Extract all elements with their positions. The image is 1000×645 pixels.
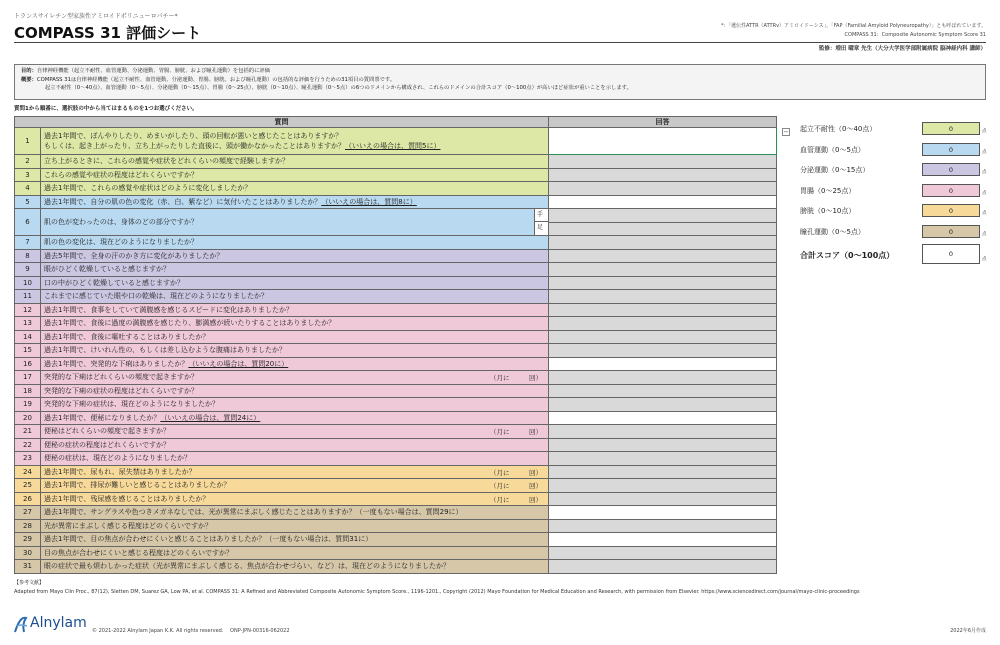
answer-cell[interactable] <box>549 519 777 533</box>
answer-cell[interactable] <box>549 276 777 290</box>
question-text <box>41 344 549 358</box>
page-title: COMPASS 31 評価シート <box>14 24 202 42</box>
table-row <box>15 398 777 412</box>
total-score-value: 0 <box>922 244 980 264</box>
question-text <box>41 560 549 574</box>
table-row <box>15 249 777 263</box>
domain-score-row <box>800 143 986 157</box>
domain-label: 血管運動（0～5点） <box>800 145 865 154</box>
frequency-unit: （月に 回） <box>490 374 542 382</box>
intro-box <box>14 64 986 100</box>
question-table <box>14 116 777 574</box>
question-text <box>41 155 549 169</box>
question-label: 光が異常にまぶしく感じる程度はどのくらいですか？ <box>44 521 212 530</box>
question-label: 過去1年間で、これらの感覚や症状はどのように変化しましたか？ <box>44 184 252 193</box>
question-label: 立ち上がるときに、これらの感覚や症状をどれくらいの頻度で経験しますか？ <box>44 157 289 166</box>
question-text <box>41 168 549 182</box>
domain-label: 分泌運動（0～15点） <box>800 166 870 174</box>
table-row <box>15 519 777 533</box>
question-number: 12 <box>15 303 41 317</box>
supervisor-text: 監修：増田 曜章 先生（大分大学医学部附属病院 脳神経内科 講師） <box>818 46 986 52</box>
question-number: 29 <box>15 533 41 547</box>
domain-score-row <box>800 184 986 198</box>
question-number: 17 <box>15 371 41 385</box>
question-table-body <box>15 128 777 574</box>
question-number: 31 <box>15 560 41 574</box>
question-number: 16 <box>15 357 41 371</box>
question-text <box>41 452 549 466</box>
scale-name: COMPASS 31：Composite Autonomic Symptom Score 31 <box>844 32 986 38</box>
question-text <box>41 425 549 439</box>
question-label: 口の中がひどく乾燥していると感じますか？ <box>44 278 184 287</box>
question-number: 19 <box>15 398 41 412</box>
domain-score-value: 0 <box>922 122 980 135</box>
body-part-labels <box>534 209 548 235</box>
table-row <box>15 357 777 371</box>
question-label: 過去5年間で、全身の汗のかき方に変化がありましたか？ <box>44 251 224 260</box>
question-label: 眼がひどく乾燥していると感じますか？ <box>44 265 170 274</box>
domain-score-unit: 点 <box>982 190 987 196</box>
question-number: 10 <box>15 276 41 290</box>
table-row <box>15 195 777 209</box>
table-row <box>15 479 777 493</box>
domain-score-row <box>800 122 986 136</box>
answer-cell[interactable] <box>549 452 777 466</box>
question-text <box>41 546 549 560</box>
answer-cell[interactable] <box>549 303 777 317</box>
question-number: 25 <box>15 479 41 493</box>
question-label: 突発的な下痢はどれくらいの頻度で起きますか？ <box>44 373 198 382</box>
answer-cell[interactable] <box>549 168 777 182</box>
question-number: 9 <box>15 263 41 277</box>
answer-cell[interactable] <box>549 263 777 277</box>
question-label: これまでに感じていた眼や口の乾燥は、現在どのようになりましたか？ <box>44 292 268 301</box>
copyright-text: © 2021-2022 Alnylam Japan K.K. All rights reserved. ONP-JPN-00316-062022 <box>92 628 290 634</box>
answer-cell-hand[interactable] <box>549 209 777 223</box>
table-row <box>15 560 777 574</box>
answer-cell[interactable] <box>549 492 777 506</box>
domain-score-row <box>800 163 986 177</box>
table-row <box>15 465 777 479</box>
question-label: 過去1年間で、食後に過度の満腹感を感じたり、膨満感が続いたりすることはありましたか？ <box>44 319 336 328</box>
question-label: 便秘の症状は、現在どのようになりましたか？ <box>44 454 191 463</box>
instruction-text: 質問1から順番に、選択肢の中から当てはまるものを1つお選びください。 <box>14 106 198 112</box>
table-row <box>15 209 777 223</box>
question-number: 30 <box>15 546 41 560</box>
answer-cell-foot[interactable] <box>549 222 777 236</box>
table-row <box>15 344 777 358</box>
domain-label: 膀胱（0～10点） <box>800 207 856 215</box>
table-row <box>15 330 777 344</box>
reference-text: Adapted from Mayo Clin Proc., 87(12), Sletten DM, Suarez GA, Low PA, et al. COMPASS 31: A Refined and Abbreviated Composite Autonomic Symptom Score., 1196-1201., Copyright (2012) Mayo Foundation for Medical Education and Research, with permission from Elsevier. https://www.sciencedirect.com/journal/mayo-clinic-proceedings <box>14 589 860 595</box>
question-number: 6 <box>15 209 41 236</box>
question-text <box>41 303 549 317</box>
question-label: 過去1年間で、サングラスや色つきメガネなしでは、光が異常にまぶしく感じたことはありますか？（一度もない場合は、質問29に） <box>44 508 463 517</box>
question-number: 14 <box>15 330 41 344</box>
answer-cell[interactable] <box>549 560 777 574</box>
question-number: 8 <box>15 249 41 263</box>
frequency-unit: （月に 回） <box>490 495 542 504</box>
reference-heading: 【参考文献】 <box>14 580 45 586</box>
answer-column-header: 回答 <box>549 117 777 128</box>
creation-date: 2022年6月作成 <box>950 628 986 634</box>
answer-cell[interactable] <box>549 398 777 412</box>
table-row <box>15 384 777 398</box>
table-row <box>15 155 777 169</box>
purpose-line <box>21 67 979 76</box>
question-label: 過去1年間で、尿もれ、尿失禁はありましたか？ <box>44 467 196 476</box>
answer-cell[interactable] <box>549 155 777 169</box>
domain-score-unit: 点 <box>982 149 987 155</box>
answer-cell[interactable] <box>549 357 777 371</box>
answer-cell[interactable] <box>549 249 777 263</box>
question-text <box>41 465 549 479</box>
domain-score-value: 0 <box>922 143 980 156</box>
question-number: 18 <box>15 384 41 398</box>
total-score-unit: 点 <box>982 257 987 262</box>
question-text <box>41 330 549 344</box>
question-label: 肌の色が変わったのは、身体のどの部分ですか？ <box>44 218 198 226</box>
question-text <box>41 182 549 196</box>
skip-instruction: （いいえの場合は、質問8に） <box>321 197 417 206</box>
answer-cell[interactable] <box>549 236 777 250</box>
question-text <box>41 519 549 533</box>
domain-label: 胃腸（0～25点） <box>800 186 856 195</box>
subtitle: トランスサイレチン型家族性アミロイドポリニューロパチー* <box>14 13 178 20</box>
purpose-label: 目的： <box>21 68 37 74</box>
question-number: 26 <box>15 492 41 506</box>
question-number: 22 <box>15 438 41 452</box>
question-text <box>41 317 549 331</box>
question-label: 肌の色の変化は、現在どのようになりましたか？ <box>44 238 198 247</box>
question-label: 過去1年間で、目の焦点が合わせにくいと感じることはありましたか？（一度もない場合は、質問31に） <box>44 535 373 544</box>
question-number: 15 <box>15 344 41 358</box>
answer-cell[interactable] <box>549 546 777 560</box>
question-text <box>41 398 549 412</box>
table-row <box>15 492 777 506</box>
question-number: 21 <box>15 425 41 439</box>
question-number: 5 <box>15 195 41 209</box>
question-number: 11 <box>15 290 41 304</box>
question-label: 目の焦点が合わせにくいと感じる程度はどのくらいですか？ <box>44 548 233 557</box>
answer-cell[interactable] <box>549 128 777 155</box>
question-label: 過去1年間で、食事をしていて満腹感を感じるスピードに変化はありましたか？ <box>44 305 294 314</box>
question-label: 突発的な下痢の症状の程度はどれくらいですか？ <box>44 386 198 395</box>
answer-cell[interactable] <box>549 411 777 425</box>
answer-cell[interactable] <box>549 317 777 331</box>
table-row <box>15 303 777 317</box>
question-label: 過去1年間で、残尿感を感じることはありましたか？ <box>44 494 210 503</box>
answer-cell[interactable] <box>549 465 777 479</box>
question-text <box>41 438 549 452</box>
table-row <box>15 371 777 385</box>
table-row <box>15 317 777 331</box>
table-header-row <box>15 117 777 128</box>
table-row <box>15 276 777 290</box>
frequency-unit: （月に 回） <box>490 468 542 477</box>
question-text <box>41 276 549 290</box>
question-number: 4 <box>15 182 41 196</box>
title-divider <box>14 42 986 43</box>
foot-label: 足 <box>537 224 544 231</box>
domain-label: 起立不耐性（0～40点） <box>800 125 877 133</box>
question-text <box>41 263 549 277</box>
table-row <box>15 128 777 155</box>
question-number: 24 <box>15 465 41 479</box>
question-text <box>41 479 549 493</box>
hand-label: 手 <box>535 209 548 222</box>
domain-score-unit: 点 <box>982 211 987 216</box>
question-number: 20 <box>15 411 41 425</box>
question-label: 便秘の症状の程度はどれくらいですか？ <box>44 440 170 449</box>
answer-cell[interactable] <box>549 384 777 398</box>
overview-label: 概要： <box>21 76 37 83</box>
overview-text-1: COMPASS 31は自律神経機能（起立不耐性、血管運動、分泌運動、胃腸、膀胱、および瞳孔運動）の包括的な評価を行うための31項目の質問票です。 <box>36 76 396 83</box>
answer-cell[interactable] <box>549 506 777 520</box>
frequency-unit: （月に 回） <box>490 428 542 436</box>
question-text <box>41 533 549 547</box>
question-number: 2 <box>15 155 41 169</box>
question-text <box>41 209 549 236</box>
question-label: これらの感覚や症状の程度はどれくらいですか？ <box>44 170 198 179</box>
logo-text: Alnylam <box>30 615 87 631</box>
table-row <box>15 452 777 466</box>
header-note <box>721 22 986 40</box>
frequency-unit: （月に 回） <box>490 482 542 490</box>
question-text <box>41 290 549 304</box>
question-text <box>41 371 549 385</box>
table-row <box>15 263 777 277</box>
table-row <box>15 290 777 304</box>
domain-score-value: 0 <box>922 184 980 197</box>
question-label: 過去1年間で、ぼんやりしたり、めまいがしたり、頭の回転が悪いと感じたことはありますか？ <box>44 132 343 140</box>
overview-line-2 <box>21 84 979 93</box>
domain-score-row <box>800 225 986 239</box>
table-row <box>15 168 777 182</box>
answer-cell[interactable] <box>549 195 777 209</box>
question-text <box>41 195 549 209</box>
question-label-2: もしくは、起き上がったり、立ち上がったりした直後に、頭が働かなかったことはありますか？（いいえの場合は、質問5に） <box>44 142 441 150</box>
table-row <box>15 236 777 250</box>
skip-instruction: （いいえの場合は、質問24に） <box>160 413 261 422</box>
overview-line <box>21 76 979 85</box>
question-label: 眼の症状で最も煩わしかった症状（光が異常にまぶしく感じる、焦点が合わせづらい、など）は、現在どのようになりましたか？ <box>44 562 450 571</box>
domain-score-value: 0 <box>922 225 980 238</box>
domain-score-value: 0 <box>922 204 980 217</box>
answer-cell[interactable] <box>549 371 777 385</box>
question-text <box>41 249 549 263</box>
total-score-label: 合計スコア（0～100点） <box>800 251 895 260</box>
question-text <box>41 236 549 250</box>
domain-score-unit: 点 <box>982 129 987 134</box>
answer-cell[interactable] <box>549 425 777 439</box>
question-text <box>41 411 549 425</box>
overview-text-2: 起立不耐性（0～40点）、血管運動（0～5点）、分泌運動（0～15点）、胃腸（0～25点）、膀胱（0～10点）、瞳孔運動（0～5点）の6つのドメインから構成され、これらのドメインの合計スコア（0～100点）が高いほど症状が重いことを示します。 <box>45 85 632 91</box>
table-row <box>15 533 777 547</box>
answer-cell[interactable] <box>549 290 777 304</box>
table-row <box>15 425 777 439</box>
collapse-icon[interactable]: − <box>783 128 789 136</box>
answer-cell[interactable] <box>549 479 777 493</box>
question-number: 23 <box>15 452 41 466</box>
question-label: 過去1年間で、排尿が難しいと感じることはありましたか？ <box>44 481 231 490</box>
question-label: 突発的な下痢の症状は、現在どのようになりましたか？ <box>44 400 219 409</box>
question-label: 過去1年間で、突発的な下痢はありましたか？（いいえの場合は、質問20に） <box>44 359 289 368</box>
question-column-header: 質問 <box>15 117 549 128</box>
question-text <box>41 384 549 398</box>
answer-cell[interactable] <box>549 533 777 547</box>
domain-score-unit: 点 <box>982 170 987 175</box>
question-label: 便秘はどれくらいの頻度で起きますか？ <box>44 427 170 436</box>
table-row <box>15 438 777 452</box>
skip-instruction: （いいえの場合は、質問20に） <box>188 359 289 368</box>
question-number: 1 <box>15 128 41 155</box>
table-row <box>15 182 777 196</box>
question-label: 過去1年間で、便秘になりましたか？（いいえの場合は、質問24に） <box>44 413 261 422</box>
domain-score-unit: 点 <box>982 231 987 237</box>
question-label: 過去1年間で、けいれん性の、もしくは差し込むような腹痛はありましたか？ <box>44 346 287 355</box>
table-row <box>15 411 777 425</box>
domain-score-value: 0 <box>922 163 980 176</box>
domain-label: 瞳孔運動（0～5点） <box>800 227 865 236</box>
question-text <box>41 506 549 520</box>
question-text <box>41 492 549 506</box>
question-label: 過去1年間で、食後に嘔吐することはありましたか？ <box>44 332 210 341</box>
question-label: 過去1年間で、自分の肌の色の変化（赤、白、紫など）に気付いたことはありましたか？（いいえの場合は、質問8に） <box>44 197 417 206</box>
answer-cell[interactable] <box>549 182 777 196</box>
answer-cell[interactable] <box>549 438 777 452</box>
answer-cell[interactable] <box>549 344 777 358</box>
table-row <box>15 546 777 560</box>
domain-score-row <box>800 204 986 218</box>
question-text <box>41 357 549 371</box>
skip-instruction: （いいえの場合は、質問5に） <box>345 142 441 150</box>
question-number: 27 <box>15 506 41 520</box>
question-number: 13 <box>15 317 41 331</box>
table-row <box>15 506 777 520</box>
question-number: 28 <box>15 519 41 533</box>
purpose-text: 自律神経機能（起立不耐性、血管運動、分泌運動、胃腸、膀胱、および瞳孔運動）を包括的に評価 <box>36 68 270 74</box>
answer-cell[interactable] <box>549 330 777 344</box>
question-text <box>41 128 549 155</box>
question-number: 7 <box>15 236 41 250</box>
note-text: *：「遺伝性ATTR（ATTRv）アミロイドーシス」、「FAP（Familial Amyloid Polyneuropathy）」とも呼ばれています。 <box>721 23 986 29</box>
question-number: 3 <box>15 168 41 182</box>
